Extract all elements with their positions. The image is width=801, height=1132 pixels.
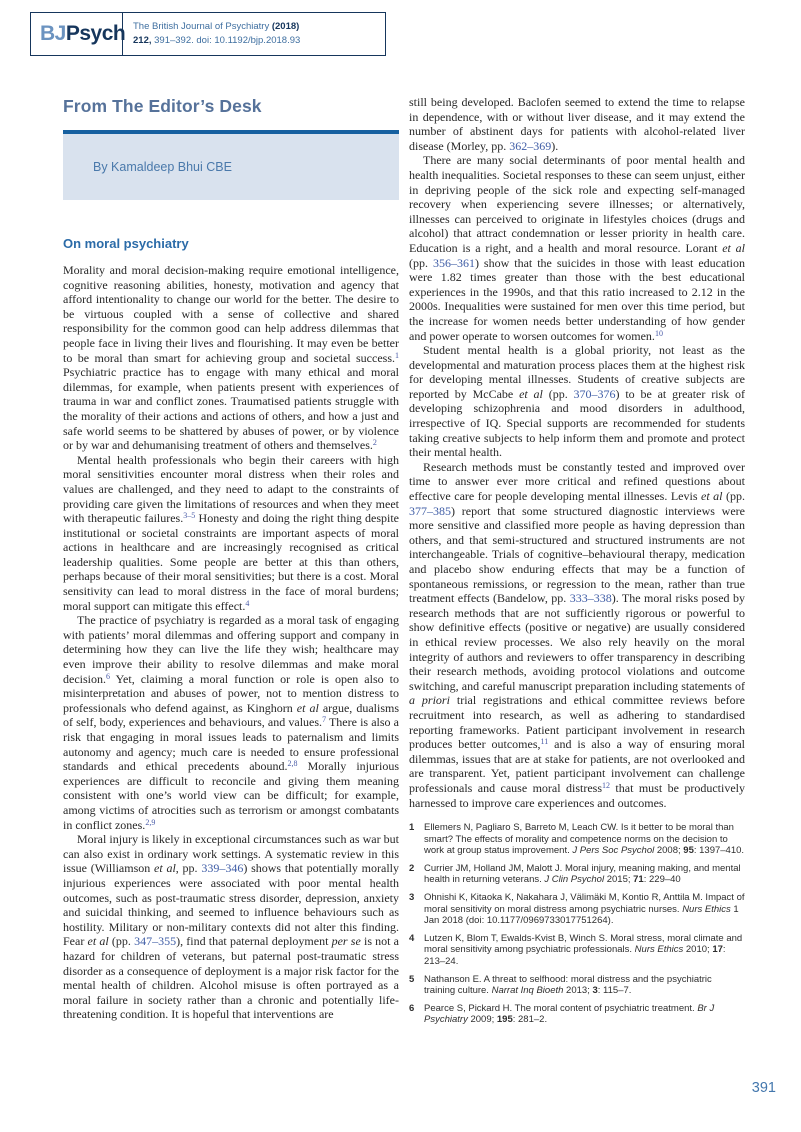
reference-number: 1 (409, 822, 415, 834)
page-range-link[interactable]: 333–338 (569, 591, 612, 606)
reference-superscript[interactable]: 1 (395, 350, 399, 360)
reference-superscript[interactable]: 4 (245, 598, 250, 608)
reference-number: 6 (409, 1002, 415, 1014)
reference-item (409, 933, 745, 968)
body-paragraph: Mental health professionals who begin their careers with high moral sensitivities encounter moral distress when their roles and values are challenged, and they need to adapt to the constraints of providing care given the limitations of resources and when they meet with therapeutic failures.$^{3-5}$ Honesty and doing the right thing despite institutional or societal constraints are important aspects of moral actions in healthcare and are increasingly recognised as critical leadership qualities. Some people are better at this than others, perhaps because of their moral sensitivities; but there is a cost. Moral sensitivity can lead to moral distress in the face of moral burdens; moral support can mitigate this effect.$^4$ (63, 452, 399, 613)
byline: By Kamaldeep Bhui CBE (93, 160, 232, 174)
bjpsych-logo (31, 13, 126, 55)
reference-superscript[interactable]: 11 (540, 737, 549, 747)
body-paragraph: The practice of psychiatry is regarded as a moral task of engaging with patients’ moral dilemmas and offering support and company in determining how they can live the life they wish; healthcare may even improve their ability to resolve dilemmas and make moral decision.$^6$ Yet, claiming a moral function or role is open also to misinterpretation and abuses of power, not to mention distress to professionals who defend against, as Kinghorn et al argue, dualisms of self, body, experiences and behaviours, and values.$^7$ There is also a risk that engaging in moral issues leads to paternalism and limits autonomy and agency; much care is needed to ensure professional standards and ethical precedents abound.$^{2,8}$ Morally injurious experiences are difficult to reconcile and giving them meaning consistent with one’s world view can be difficult; for example, among victims of atrocities such as terrorism or amongst combatants in conflict zones.$^{2,9}$ (63, 613, 400, 832)
body-paragraph: still being developed. Baclofen seemed to extend the time to relapse in dependence, with or without liver disease, and it may extend the number of abstinent days for patients with alcohol-related liver disease (Morley, pp. 362–369). (409, 95, 745, 153)
reference-text: Currier JM, Holland JM, Malott J. Moral injury, meaning making, and mental health in returning veterans. J Clin Psychol 2015; 71: 229–40 (424, 862, 741, 886)
article-content (63, 88, 745, 1032)
reference-superscript[interactable]: 2 (372, 438, 377, 448)
reference-item (409, 863, 745, 886)
citation-line-1: The British Journal of Psychiatry (2018) (133, 21, 300, 32)
reference-list (409, 822, 745, 1026)
reference-superscript[interactable]: 10 (654, 328, 663, 338)
reference-text: Nathanson E. A threat to selfhood: moral distress and the psychiatric training culture. Narrat Inq Bioeth 2013; 3: 115–7. (424, 973, 712, 997)
body-paragraph: Student mental health is a global priority, not least as the developmental and maturation process places them at the highest risk for developing mental illnesses. Students of creative subjects are reported by McCabe et al (pp. 370–376) to be at greater risk of developing schizophrenia and mood disorders in adulthood, irrespective of IQ. Special supports are recommended for students taking creative subjects to help inform them and promote and protect their mental health. (409, 343, 746, 460)
reference-item (409, 1003, 745, 1026)
section-heading: On moral psychiatry (63, 236, 189, 251)
journal-header (30, 12, 386, 56)
reference-number: 3 (409, 892, 415, 904)
journal-citation (123, 13, 300, 55)
reference-item (409, 822, 745, 857)
reference-superscript[interactable]: 7 (322, 715, 327, 725)
reference-text: Ohnishi K, Kitaoka K, Nakahara J, Välimäki M, Kontio R, Anttila M. Impact of moral sensitivity on moral distress among psychiatric nurses. Nurs Ethics 1 Jan 2018 (doi: 10.1177/0969733017751264). (424, 892, 745, 927)
page-range-link[interactable]: 356–361 (432, 255, 475, 270)
reference-superscript[interactable]: 2,9 (145, 817, 156, 827)
reference-item (409, 974, 745, 997)
body-paragraph: Moral injury is likely in exceptional circumstances such as war but can also exist in ordinary work settings. A systematic review in this issue (Williamson et al, pp. 339–346) shows that potentially morally injurious experiences were associated with poor mental health outcomes, such as post-traumatic stress disorder, depression, anxiety and suicidal thinking, and seemed to influence behaviours such as hostility. Military or non-military contexts did not alter this finding. Fear et al (pp. 347–355), find that paternal deployment per se is not a hazard for children of veterans, but paternal post-traumatic stress disorder as a consequence of deployment is a major risk factor for the mental health of children. Alcohol misuse is often portrayed as a moral failure in society rather than a chronic and potentially life-threatening condition. It is hopeful that interventions are (63, 832, 400, 1022)
reference-text: Pearce S, Pickard H. The moral content of psychiatric treatment. Br J Psychiatry 2009; 195: 281–2. (424, 1002, 715, 1026)
reference-superscript[interactable]: 12 (601, 780, 610, 790)
page-number: 391 (751, 1080, 776, 1096)
right-column (409, 88, 745, 1032)
page-range-link[interactable]: 362–369 (509, 138, 552, 153)
logo-psych-text: Psych (65, 22, 126, 45)
body-paragraph: Research methods must be constantly tested and improved over time to answer ever more critical and refined questions about effective care for people developing mental illnesses. Levis et al (pp. 377–385) report that some structured diagnostic interviews were more sensitive and classified more people as having depression than others, and that semi-structured and structured instruments are not interchangeable. Trials of cognitive–behavioural therapy, medication and placebo show enduring effects that may be a function of spontaneous remissions, or regression to the mean, rather than true treatment effects (Bandelow, pp. 333–338). The moral risks posed by research methods that are not sufficiently rigorous or powerful to show definitive effects (positive or negative) are usually considered in ethical review processes. We also rely heavily on the moral integrity of authors and reviewers to offer transparency in describing their research methods, avoiding protocol violations and outcome switching, and careful manuscript preparation including statements of a priori trial registrations and ethical committee reviews before recruitment into research, as well as adhering to standardised reporting frameworks. Patient participant involvement in research produces better outcomes,$^{11}$ and is also a way of ensuring moral dilemmas, issues that are at stake for patients, are not overlooked and are transparent. Yet, patient participant involvement can challenge professionals and cause moral distress$^{12}$ that must be productively harnessed to improve care experiences and outcomes. (409, 459, 745, 810)
reference-superscript[interactable]: 3–5 (183, 511, 196, 521)
reference-superscript[interactable]: 6 (106, 671, 110, 681)
reference-number: 2 (409, 862, 415, 874)
byline-box (63, 130, 399, 200)
page-range-link[interactable]: 339–346 (201, 861, 244, 876)
reference-text: Lutzen K, Blom T, Ewalds-Kvist B, Winch S. Moral stress, moral climate and moral sensitivity among psychiatric professionals. Nurs Ethics 2010; 17: 213–24. (424, 932, 743, 968)
reference-superscript[interactable]: 2,8 (287, 759, 298, 769)
page-range-link[interactable]: 377–385 (409, 503, 451, 518)
left-column (63, 88, 399, 1032)
page-range-link[interactable]: 370–376 (573, 386, 616, 401)
citation-line-2: 212, 391–392. doi: 10.1192/bjp.2018.93 (133, 34, 301, 46)
article-title: From The Editor’s Desk (63, 96, 262, 116)
reference-text: Ellemers N, Pagliaro S, Barreto M, Leach CW. Is it better to be moral than smart? The effects of morality and competence norms on the decision to work at group status improvement. J Pers Soc Psychol 2008; 95: 1397–410. (424, 822, 745, 857)
body-paragraph: Morality and moral decision-making require emotional intelligence, cognitive reasoning abilities, honesty, motivation and agency that afford intentionality to change our world for the better. The desire to be virtuous coupled with a sense of collective and shared responsibility for the common good can help address dilemmas that people face in living their lives and flourishing. It may even be better to be moral than smart for achieving group and societal success.$^1$ Psychiatric practice has to engage with many ethical and moral dilemmas, for example, when patients present with experiences of trauma in war and conflict zones. Traumatised patients struggle with the morality of their actions and actions of others, and how a just and safe world seems to be shattered by abuses of power, or by violence or by war and dehumanising treatment of others and themselves.$^2$ (63, 263, 399, 453)
logo-bj-text: BJ (40, 22, 66, 45)
reference-number: 4 (409, 932, 415, 944)
body-paragraph: There are many social determinants of poor mental health and health inequalities. Societal responses to these can seem unjust, either in depriving people of the sick role and expecting self-managed recovery when experiencing severe illnesses; or alternatively, illnesses can perceived to originate in lifestyles choices (drugs and alcohol) that attract condemnation or lesser priority in health care. Education is a right, and a health and moral resource. Lorant et al (pp. 356–361) show that the suicides in those with least education were 1.82 times greater than those with the best educational experiences in the 1990s, and that this ratio increased to 2.12 in the 2000s. Inequalities were sustained for men over this time period, but the increase for women needs better understanding of how gender and power operate to worsen outcomes for women.$^{10}$ (409, 153, 745, 343)
reference-number: 5 (409, 973, 415, 985)
reference-item (409, 892, 745, 927)
page-range-link[interactable]: 347–355 (134, 934, 177, 949)
